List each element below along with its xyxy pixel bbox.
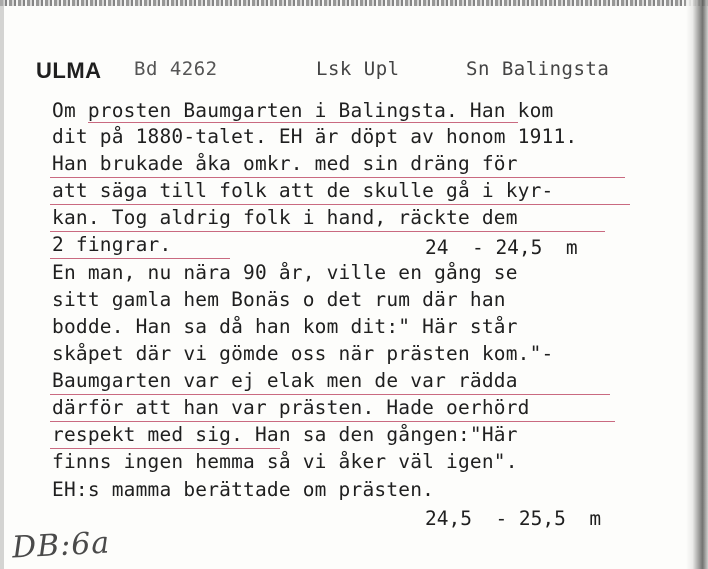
scan-edge-left xyxy=(0,0,4,569)
text-line: därför att han var prästen. Hade oerhörd xyxy=(52,396,530,419)
parish-label: Sn Balingsta xyxy=(466,58,610,80)
scan-edge-top xyxy=(0,0,708,6)
archive-name: ULMA xyxy=(36,58,102,83)
underline-mark xyxy=(50,231,605,232)
text-line: bodde. Han sa då han kom dit:" Här står xyxy=(52,315,518,338)
text-line: skåpet där vi gömde oss när prästen kom."- xyxy=(52,342,554,365)
text-line: Baumgarten var ej elak men de var rädda xyxy=(52,369,518,392)
text-line: Han brukade åka omkr. med sin dräng för xyxy=(52,152,518,175)
underline-mark xyxy=(50,258,230,259)
handwritten-note: DB:6a xyxy=(11,525,112,566)
text-line: att säga till folk att de skulle gå i kyr- xyxy=(52,179,554,202)
underline-mark xyxy=(50,448,280,449)
page-reference: 24,5 - 25,5 m xyxy=(425,507,602,530)
text-line: En man, nu nära 90 år, ville en gång se xyxy=(52,261,518,284)
text-line: kan. Tog aldrig folk i hand, räckte dem xyxy=(52,206,518,229)
underline-mark xyxy=(88,122,518,123)
card-header xyxy=(36,58,656,88)
underline-mark xyxy=(50,421,615,422)
page-reference: 24 - 24,5 m xyxy=(425,236,578,259)
text-line: sitt gamla hem Bonäs o det rum där han xyxy=(52,288,506,311)
underline-mark xyxy=(50,394,610,395)
text-line: 2 fingrar. xyxy=(52,233,172,256)
province-label: Lsk Upl xyxy=(316,58,400,80)
text-line: finns ingen hemma så vi åker väl igen". xyxy=(52,450,518,473)
underline-mark xyxy=(50,204,630,205)
scan-edge-right xyxy=(686,0,708,569)
volume-number: Bd 4262 xyxy=(134,58,218,80)
text-line: Om prosten Baumgarten i Balingsta. Han kom xyxy=(52,99,554,122)
text-line: dit på 1880-talet. EH är döpt av honom 1911. xyxy=(52,125,578,148)
underline-mark xyxy=(50,177,625,178)
text-line: EH:s mamma berättade om prästen. xyxy=(52,478,435,501)
text-line: respekt med sig. Han sa den gången:"Här xyxy=(52,423,518,446)
